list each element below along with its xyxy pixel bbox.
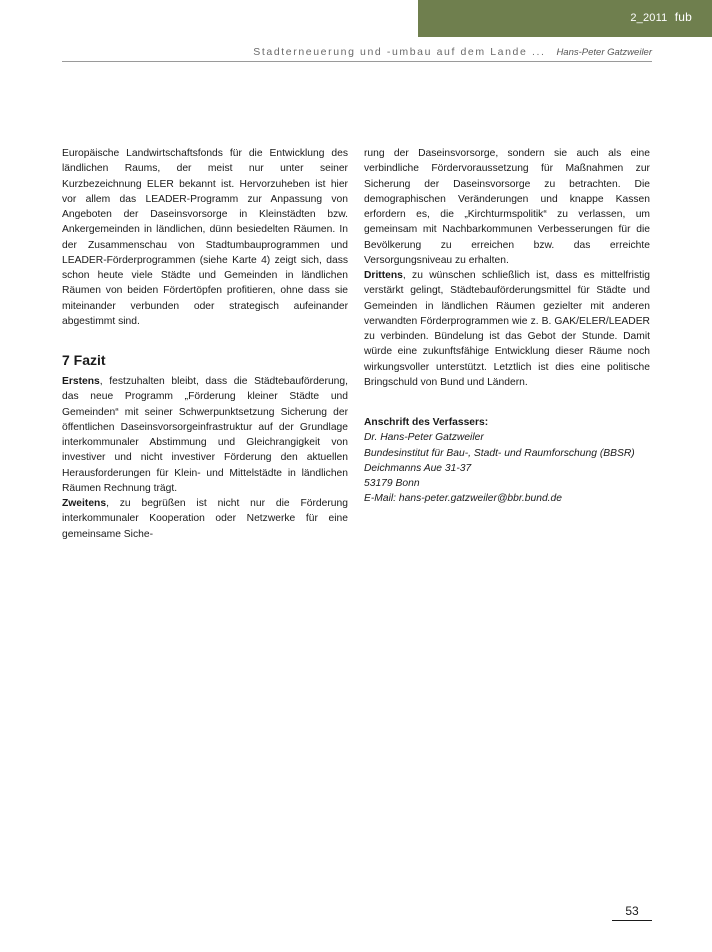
address-street: Deichmanns Aue 31-37 [364, 462, 472, 474]
author-email[interactable]: E-Mail: hans-peter.gatzweiler@bbr.bund.de [364, 493, 562, 505]
erstens-paragraph [62, 374, 348, 496]
author-name: Dr. Hans-Peter Gatzweiler [364, 432, 484, 444]
section-heading: 7 Fazit [62, 352, 106, 368]
drittens-text: , zu wünschen schließlich ist, dass es mittelfristig verstärkt gelingt, Städtebauförderungsmittel für Städte und Gemeinden in ländlichen Räumen gezielter mit anderen verwandten Förderprogrammen wie z. B. GAK/ELER/LEADER zu verbinden. Bündelung ist das Gebot der Stunde. Damit würde eine zukunftsfähige Entwicklung dieser Räume noch wirkungsvoller unterstützt. Letztlich ist dies eine politische Bringschuld von Bund und Ländern. [364, 270, 650, 388]
right-column [364, 146, 650, 507]
left-column [62, 146, 348, 542]
running-header [62, 46, 652, 60]
issue-label [630, 10, 692, 24]
page-number: 53 [625, 904, 639, 918]
issue-number: 2_2011 [630, 12, 668, 24]
address-heading: Anschrift des Verfassers: [364, 417, 489, 428]
running-author: Hans-Peter Gatzweiler [556, 47, 652, 58]
footer-rule [612, 920, 652, 921]
journal-name: fub [674, 10, 692, 24]
header-rule [62, 61, 652, 62]
drittens-label: Drittens [364, 270, 403, 281]
address-city: 53179 Bonn [364, 478, 420, 489]
journal-issue-tab [418, 0, 712, 37]
zweitens-label: Zweitens [62, 498, 107, 509]
erstens-text: , festzuhalten bleibt, dass die Städtebauförderung, das neue Programm „Förderung kleiner Städte und Gemeinden“ mit seiner Schwerpunktsetzung Sicherung der öffentlichen Daseinsvorsorgeinfrastruktur auf der Grundlage interkommunaler Abstimmung und Gleichrangigkeit von investiver und nicht investiver Förderung den aktuellen Herausforderungen für Klein- und Mittelstädte in ländlichen Räumen Rechnung trägt. [62, 376, 348, 494]
intro-paragraph: Europäische Landwirtschaftsfonds für die Entwicklung des ländlichen Raums, der meist nur unter seiner Kurzbezeichnung ELER bekannt ist. Hervorzuheben ist hier vor allem das LEADER-Programm zur Anpassung von Angeboten der Daseinsvorsorge in Kleinstädten bzw. Ankergemeinden in ländlichen, dünn besiedelten Räumen. In der Zusammenschau von Stadtumbauprogrammen und LEADER-Förderprogrammen (siehe Karte 4) zeigt sich, dass schon heute viele Städte und Gemeinden in ländlichen Räumen von beiden Fördertöpfen profitieren, ohne dass sie miteinander verbunden oder strategisch aufeinander abgestimmt sind. [62, 148, 348, 327]
erstens-label: Erstens [62, 376, 100, 387]
drittens-paragraph [364, 268, 650, 390]
author-institution: Bundesinstitut für Bau-, Stadt- und Raumforschung (BBSR) [364, 447, 635, 459]
continued-paragraph: rung der Daseinsvorsorge, sondern sie auch als eine verbindliche Fördervoraussetzung für Maßnahmen zur Sicherung der Daseinsvorsorge zu betrachten. Die demographischen Veränderungen und knappe Kassen erfordern es, die „Kirchturmspolitik“ zu verlassen, um gemeinsam mit Nachbarkommunen Verbesserungen für die Bevölkerung zu erreichen bzw. das erreichte Versorgungsniveau zu erhalten. [364, 148, 650, 266]
zweitens-paragraph [62, 496, 348, 542]
running-title: Stadterneuerung und -umbau auf dem Lande ... [253, 46, 546, 58]
author-address [364, 415, 650, 507]
zweitens-text: , zu begrüßen ist nicht nur die Förderung interkommunaler Kooperation oder Netzwerke für eine gemeinsame Siche- [62, 498, 348, 540]
